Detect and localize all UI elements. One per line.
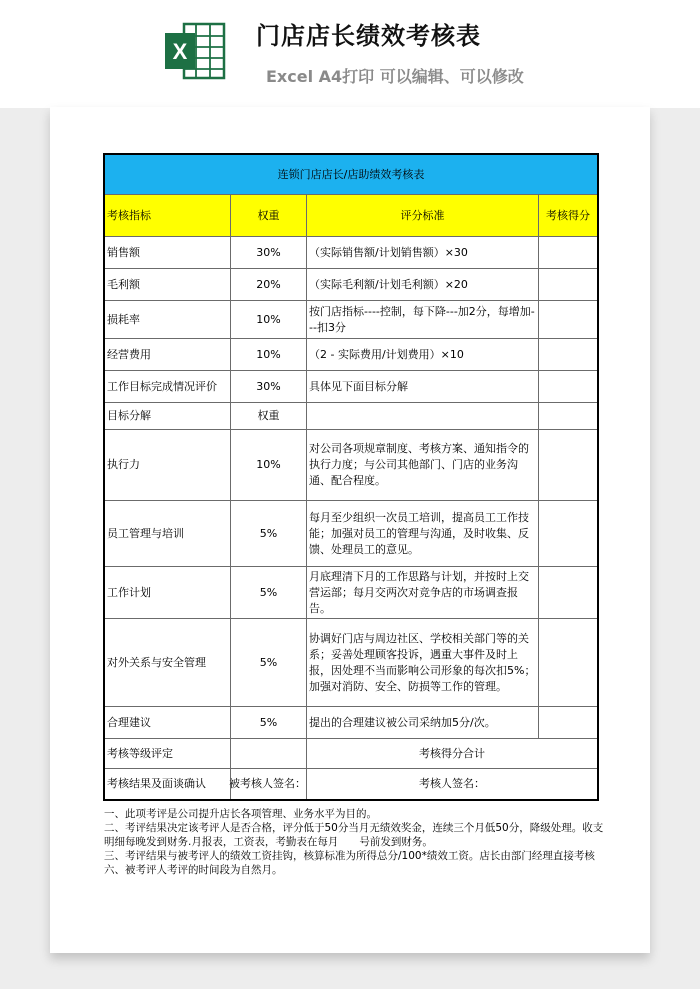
grade-label: 考核等级评定 bbox=[105, 739, 231, 769]
score-cell[interactable] bbox=[539, 567, 598, 619]
indicator-cell: 工作计划 bbox=[105, 567, 231, 619]
indicator-cell: 执行力 bbox=[105, 430, 231, 501]
score-cell[interactable] bbox=[539, 403, 598, 430]
score-cell[interactable] bbox=[539, 301, 598, 339]
table-body bbox=[105, 237, 598, 739]
indicator-cell: 目标分解 bbox=[105, 403, 231, 430]
table-row bbox=[105, 501, 598, 567]
document-title: 门店店长绩效考核表 bbox=[256, 22, 481, 50]
note-line: 三、考评结果与被考评人的绩效工资挂钩，核算标准为所得总分/100*绩效工资。店长由部门经理直接考核 bbox=[104, 850, 595, 862]
notes-section bbox=[104, 807, 604, 877]
note-line: 六、被考评人考评的时间段为自然月。 bbox=[104, 864, 283, 876]
table-row bbox=[105, 301, 598, 339]
assessee-signature[interactable] bbox=[231, 769, 307, 800]
standard-cell: 对公司各项规章制度、考核方案、通知指令的执行力度；与公司其他部门、门店的业务沟通、配合程度。 bbox=[307, 430, 539, 501]
weight-cell: 10% bbox=[231, 430, 307, 501]
indicator-cell: 对外关系与安全管理 bbox=[105, 619, 231, 707]
table-row bbox=[105, 371, 598, 403]
document-subtitle: Excel A4打印 可以编辑、可以修改 bbox=[266, 67, 524, 86]
column-header: 评分标准 bbox=[307, 195, 539, 237]
column-header: 权重 bbox=[231, 195, 307, 237]
excel-icon bbox=[162, 18, 228, 84]
score-cell[interactable] bbox=[539, 339, 598, 371]
sign-label: 考核结果及面谈确认 bbox=[105, 769, 231, 800]
standard-cell: 月底理清下月的工作思路与计划，并按时上交营运部；每月交两次对竞争店的市场调查报告。 bbox=[307, 567, 539, 619]
weight-cell: 5% bbox=[231, 567, 307, 619]
table-row bbox=[105, 619, 598, 707]
standard-cell: 提出的合理建议被公司采纳加5分/次。 bbox=[307, 707, 539, 739]
assessor-signature[interactable]: 考核人签名： bbox=[307, 769, 598, 800]
indicator-cell: 毛利额 bbox=[105, 269, 231, 301]
svg-text:X: X bbox=[172, 39, 188, 64]
table-row bbox=[105, 403, 598, 430]
standard-cell: （实际毛利额/计划毛利额）×20 bbox=[307, 269, 539, 301]
standard-cell: 按门店指标----控制，每下降---加2分，每增加---扣3分 bbox=[307, 301, 539, 339]
indicator-cell: 销售额 bbox=[105, 237, 231, 269]
weight-cell: 20% bbox=[231, 269, 307, 301]
indicator-cell: 经营费用 bbox=[105, 339, 231, 371]
weight-cell: 30% bbox=[231, 237, 307, 269]
score-cell[interactable] bbox=[539, 269, 598, 301]
column-header: 考核指标 bbox=[105, 195, 231, 237]
assessee-signature-label: 被考核人签名： bbox=[229, 777, 306, 790]
weight-cell: 10% bbox=[231, 301, 307, 339]
column-header: 考核得分 bbox=[539, 195, 598, 237]
note-line: 一、此项考评是公司提升店长各项管理、业务水平为目的。 bbox=[104, 808, 377, 820]
indicator-cell: 工作目标完成情况评价 bbox=[105, 371, 231, 403]
table-row bbox=[105, 430, 598, 501]
standard-cell: 协调好门店与周边社区、学校相关部门等的关系；妥善处理顾客投诉，遇重大事件及时上报，因处理不当而影响公司形象的每次扣5%；加强对消防、安全、防损等工作的管理。 bbox=[307, 619, 539, 707]
score-cell[interactable] bbox=[539, 430, 598, 501]
score-cell[interactable] bbox=[539, 707, 598, 739]
standard-cell: （2 - 实际费用/计划费用）×10 bbox=[307, 339, 539, 371]
weight-cell: 权重 bbox=[231, 403, 307, 430]
weight-cell: 5% bbox=[231, 619, 307, 707]
spreadsheet-page bbox=[50, 107, 650, 953]
weight-cell: 5% bbox=[231, 707, 307, 739]
score-cell[interactable] bbox=[539, 371, 598, 403]
table-row bbox=[105, 269, 598, 301]
indicator-cell: 损耗率 bbox=[105, 301, 231, 339]
table-title: 连锁门店店长/店助绩效考核表 bbox=[105, 155, 598, 195]
score-cell[interactable] bbox=[539, 501, 598, 567]
page-header bbox=[0, 0, 700, 108]
standard-cell: 每月至少组织一次员工培训，提高员工工作技能；加强对员工的管理与沟通，及时收集、反馈、处理员工的意见。 bbox=[307, 501, 539, 567]
standard-cell: （实际销售额/计划销售额）×30 bbox=[307, 237, 539, 269]
grade-empty-cell[interactable] bbox=[231, 739, 307, 769]
weight-cell: 30% bbox=[231, 371, 307, 403]
total-score-label: 考核得分合计 bbox=[307, 739, 598, 769]
indicator-cell: 合理建议 bbox=[105, 707, 231, 739]
indicator-cell: 员工管理与培训 bbox=[105, 501, 231, 567]
table-row bbox=[105, 339, 598, 371]
assessment-table bbox=[104, 154, 598, 800]
score-cell[interactable] bbox=[539, 619, 598, 707]
table-row bbox=[105, 707, 598, 739]
score-cell[interactable] bbox=[539, 237, 598, 269]
table-row bbox=[105, 237, 598, 269]
table-row bbox=[105, 567, 598, 619]
weight-cell: 5% bbox=[231, 501, 307, 567]
standard-cell bbox=[307, 403, 539, 430]
weight-cell: 10% bbox=[231, 339, 307, 371]
standard-cell: 具体见下面目标分解 bbox=[307, 371, 539, 403]
note-line: 二、考评结果决定该考评人是否合格，评分低于50分当月无绩效奖金，连续三个月低50分，降级处理。收支明细每晚发到财务.月报表，工资表，考勤表在每月 号前发到财务。 bbox=[104, 822, 604, 848]
